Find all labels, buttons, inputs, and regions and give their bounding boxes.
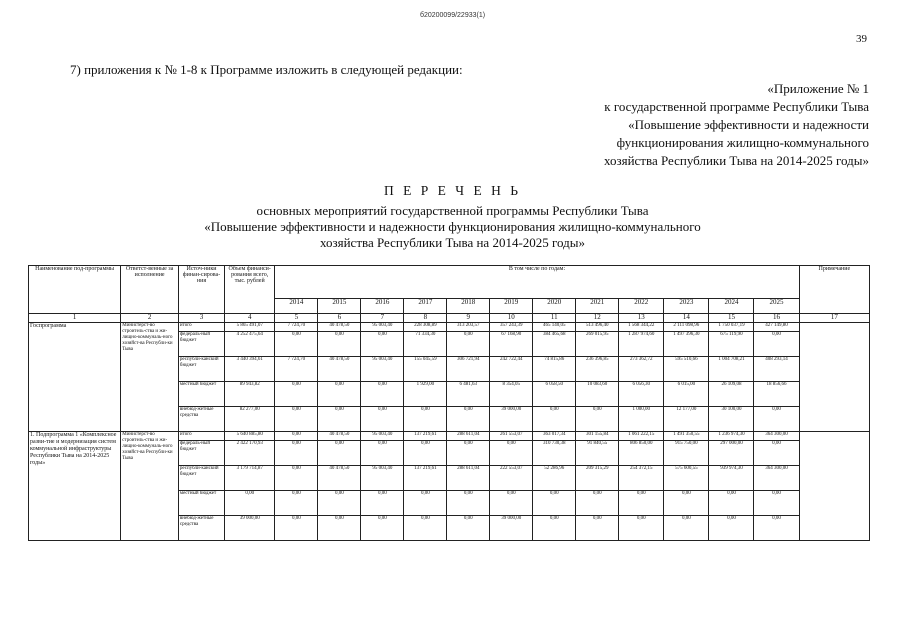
year-amount: 513 496,40 (576, 323, 619, 332)
year-amount: 40 478,50 (318, 466, 361, 491)
year-amount: 0,00 (318, 441, 361, 466)
year-amount: 2 111 098,96 (664, 323, 709, 332)
appendix-line: к государственной программе Республики Тыва (604, 99, 869, 114)
header-total: Объем финанси-рования всего, тыс. рублей (225, 266, 275, 314)
year-amount: 806 850,00 (619, 441, 664, 466)
header-year: 2019 (490, 299, 533, 314)
year-amount: 0,00 (275, 441, 318, 466)
year-amount: 0,00 (275, 466, 318, 491)
appendix-line: функционирования жилищно-коммунального (616, 135, 869, 150)
year-amount: 0,00 (361, 516, 404, 541)
year-amount: 0,00 (404, 441, 447, 466)
activities-table (28, 265, 870, 541)
header-year: 2025 (754, 299, 799, 314)
appendix-heading (529, 80, 869, 170)
year-amount: 427 149,80 (754, 323, 799, 332)
note-cell (799, 432, 869, 541)
funding-source: итого (178, 323, 224, 332)
header-responsible: Ответст-венные за исполнение (121, 266, 179, 314)
year-amount: 95 003,40 (361, 432, 404, 441)
year-amount: 1 929,00 (404, 382, 447, 407)
total-amount: 2 422 170,93 (225, 441, 275, 466)
appendix-line: «Приложение № 1 (767, 81, 869, 96)
year-amount: 40 478,50 (318, 323, 361, 332)
year-amount: 0,00 (754, 441, 799, 466)
total-amount: 3 179 714,87 (225, 466, 275, 491)
year-amount: 0,00 (754, 407, 799, 432)
column-number: 14 (664, 314, 709, 323)
year-amount: 1 568 344,22 (619, 323, 664, 332)
year-amount: 7 724,70 (275, 323, 318, 332)
header-year: 2020 (533, 299, 576, 314)
year-amount: 0,00 (576, 516, 619, 541)
column-number: 2 (121, 314, 179, 323)
year-amount: 0,00 (361, 332, 404, 357)
year-amount: 0,00 (709, 491, 754, 516)
year-amount: 939 974,30 (709, 466, 754, 491)
column-number: 11 (533, 314, 576, 323)
header-year: 2016 (361, 299, 404, 314)
year-amount: 1 000,00 (619, 407, 664, 432)
year-amount: 0,00 (275, 382, 318, 407)
header-year: 2021 (576, 299, 619, 314)
year-amount: 1 004 708,21 (709, 357, 754, 382)
funding-source: республи-канский бюджет (178, 357, 224, 382)
year-amount: 95 003,40 (361, 466, 404, 491)
year-amount: 40 478,50 (318, 357, 361, 382)
year-amount: 222 553,07 (490, 466, 533, 491)
year-amount: 18 856,66 (754, 382, 799, 407)
year-amount: 301 155,84 (576, 432, 619, 441)
year-amount: 74 815,86 (533, 357, 576, 382)
table-header-row (29, 266, 870, 299)
year-amount: 0,00 (447, 491, 490, 516)
year-amount: 137 219,61 (404, 432, 447, 441)
year-amount: 0,00 (664, 516, 709, 541)
year-amount: 30 100,00 (709, 407, 754, 432)
year-amount: 0,00 (318, 516, 361, 541)
funding-source: внебюд-жетные средства (178, 407, 224, 432)
column-number: 1 (29, 314, 121, 323)
funding-source: местный бюджет (178, 491, 224, 516)
header-year: 2014 (275, 299, 318, 314)
year-amount: 0,00 (576, 491, 619, 516)
column-number: 10 (490, 314, 533, 323)
year-amount: 1 491 350,55 (664, 432, 709, 441)
year-amount: 1 236 974,30 (709, 432, 754, 441)
year-amount: 273 362,72 (619, 357, 664, 382)
year-amount: 0,00 (361, 441, 404, 466)
intro-text: 7) приложения к № 1-8 к Программе изложить в следующей редакции: (70, 62, 463, 77)
column-number: 5 (275, 314, 318, 323)
year-amount: 1 061 222,15 (619, 432, 664, 441)
year-amount: 0,00 (361, 491, 404, 516)
year-amount: 288 611,04 (447, 466, 490, 491)
year-amount: 10 083,60 (576, 382, 619, 407)
subtitle-line: основных мероприятий государственной программы Республики Тыва (256, 203, 649, 218)
year-amount: 1 497 396,30 (664, 332, 709, 357)
year-amount: 675 119,90 (709, 332, 754, 357)
page-number: 39 (856, 33, 867, 45)
year-amount: 915 750,00 (664, 441, 709, 466)
funding-source: местный бюджет (178, 382, 224, 407)
year-amount: 0,00 (447, 441, 490, 466)
column-number: 8 (404, 314, 447, 323)
table-row (29, 323, 870, 332)
year-amount: 0,00 (447, 516, 490, 541)
year-amount: 0,00 (619, 491, 664, 516)
table-row (29, 432, 870, 441)
subtitle-line: «Повышение эффективности и надежности функционирования жилищно-коммунального (204, 219, 701, 234)
header-source: Источ-ники финан-сирова-ния (178, 266, 224, 314)
year-amount: 67 168,90 (490, 332, 533, 357)
column-number: 15 (709, 314, 754, 323)
header-year: 2023 (664, 299, 709, 314)
header-name: Наименование под-программы (29, 266, 121, 314)
header-year: 2015 (318, 299, 361, 314)
year-amount: 242 722,44 (490, 357, 533, 382)
total-amount: 89 943,82 (225, 382, 275, 407)
year-amount: 0,00 (361, 382, 404, 407)
year-amount: 0,00 (533, 491, 576, 516)
year-amount: 209 315,29 (576, 466, 619, 491)
year-amount: 39 000,00 (490, 516, 533, 541)
year-amount: 575 600,55 (664, 466, 709, 491)
year-amount: 6 056,30 (619, 382, 664, 407)
column-number: 9 (447, 314, 490, 323)
total-amount: 0,00 (225, 491, 275, 516)
document-title: П Е Р Е Ч Е Н Ь (384, 183, 521, 198)
year-amount: 228 308,89 (404, 323, 447, 332)
note-cell (799, 323, 869, 432)
year-amount: 0,00 (318, 382, 361, 407)
header-year: 2024 (709, 299, 754, 314)
year-amount: 71 334,30 (404, 332, 447, 357)
funding-source: внебюд-жетные средства (178, 516, 224, 541)
year-amount: 310 730,38 (533, 441, 576, 466)
appendix-line: «Повышение эффективности и надежности (628, 117, 869, 132)
year-amount: 0,00 (576, 407, 619, 432)
subtitle-line: хозяйства Республики Тыва на 2014-2025 годы» (319, 235, 586, 250)
year-amount: 0,00 (619, 516, 664, 541)
year-amount: 52 286,96 (533, 466, 576, 491)
year-amount: 0,00 (404, 407, 447, 432)
year-amount: 0,00 (404, 516, 447, 541)
year-amount: 408 293,14 (754, 357, 799, 382)
total-amount: 4 252 475,64 (225, 332, 275, 357)
year-amount: 1 750 037,19 (709, 323, 754, 332)
year-amount: 95 003,40 (361, 323, 404, 332)
year-amount: 0,00 (447, 332, 490, 357)
table-column-numbers-row (29, 314, 870, 323)
header-year: 2018 (447, 299, 490, 314)
column-number: 4 (225, 314, 275, 323)
year-amount: 91 840,55 (576, 441, 619, 466)
year-amount: 39 000,00 (490, 407, 533, 432)
year-amount: 6 015,00 (664, 382, 709, 407)
responsible-party: Министерст-во строитель-ства и жи-лищно-коммуналь-ного хозяйст-ва Республи-ки Тыва (121, 432, 179, 541)
total-amount: 3 440 394,61 (225, 357, 275, 382)
year-amount: 0,00 (318, 491, 361, 516)
year-amount: 254 372,15 (619, 466, 664, 491)
year-amount: 95 003,40 (361, 357, 404, 382)
year-amount: 0,00 (754, 332, 799, 357)
funding-source: республи-канский бюджет (178, 466, 224, 491)
year-amount: 269 015,95 (576, 332, 619, 357)
year-amount: 0,00 (447, 407, 490, 432)
year-amount: 0,00 (490, 441, 533, 466)
total-amount: 5 865 491,07 (225, 323, 275, 332)
funding-source: федераль-ный бюджет (178, 441, 224, 466)
year-amount: 261 553,07 (490, 432, 533, 441)
year-amount: 7 724,70 (275, 357, 318, 382)
funding-source: федераль-ный бюджет (178, 332, 224, 357)
year-amount: 137 219,61 (404, 466, 447, 491)
column-number: 16 (754, 314, 799, 323)
year-amount: 0,00 (275, 491, 318, 516)
year-amount: 0,00 (754, 516, 799, 541)
year-amount: 288 611,04 (447, 432, 490, 441)
year-amount: 40 478,50 (318, 432, 361, 441)
year-amount: 306 721,94 (447, 357, 490, 382)
year-amount: 0,00 (275, 432, 318, 441)
year-amount: 0,00 (361, 407, 404, 432)
year-amount: 12 177,00 (664, 407, 709, 432)
year-amount: 0,00 (318, 407, 361, 432)
year-amount: 0,00 (318, 332, 361, 357)
year-amount: 0,00 (533, 516, 576, 541)
funding-source: итого (178, 432, 224, 441)
column-number: 13 (619, 314, 664, 323)
appendix-line: хозяйства Республики Тыва на 2014-2025 годы» (603, 153, 869, 168)
column-number: 12 (576, 314, 619, 323)
year-amount: 6 058,50 (533, 382, 576, 407)
year-amount: 357 243,39 (490, 323, 533, 332)
column-number: 3 (178, 314, 224, 323)
header-note: Примечание (799, 266, 869, 314)
year-amount: 297 000,00 (709, 441, 754, 466)
year-amount: 0,00 (404, 491, 447, 516)
total-amount: 82 277,00 (225, 407, 275, 432)
document-subtitle (0, 203, 905, 251)
year-amount: 8 354,05 (490, 382, 533, 407)
year-amount: 363 017,34 (533, 432, 576, 441)
year-amount: 236 396,85 (576, 357, 619, 382)
year-amount: 0,00 (275, 332, 318, 357)
year-amount: 0,00 (709, 516, 754, 541)
year-amount: 364 300,00 (754, 432, 799, 441)
total-amount: 5 640 885,80 (225, 432, 275, 441)
document-id: б20200099/22933(1) (419, 12, 486, 19)
year-amount: 313 203,57 (447, 323, 490, 332)
year-amount: 0,00 (275, 516, 318, 541)
year-amount: 364 300,00 (754, 466, 799, 491)
year-amount: 0,00 (664, 491, 709, 516)
year-amount: 0,00 (490, 491, 533, 516)
year-amount: 465 140,05 (533, 323, 576, 332)
program-name: Госпрограмма (29, 323, 121, 432)
year-amount: 0,00 (275, 407, 318, 432)
column-number: 6 (318, 314, 361, 323)
year-amount: 0,00 (754, 491, 799, 516)
year-amount: 6 481,63 (447, 382, 490, 407)
total-amount: 39 000,00 (225, 516, 275, 541)
header-year: 2017 (404, 299, 447, 314)
year-amount: 595 510,66 (664, 357, 709, 382)
year-amount: 1 287 974,60 (619, 332, 664, 357)
column-number: 7 (361, 314, 404, 323)
year-amount: 155 045,59 (404, 357, 447, 382)
year-amount: 0,00 (533, 407, 576, 432)
responsible-party: Министерст-во строитель-ства и жи-лищно-коммуналь-ного хозяйст-ва Республи-ки Тыва (121, 323, 179, 432)
program-name: 1. Подпрограмма 1 «Комплексное разви-тие и модернизация систем коммунальной инфраструктуры Республики Тыва на 2014-2025 годы» (29, 432, 121, 541)
year-amount: 384 465,68 (533, 332, 576, 357)
header-by-years: В том числе по годам: (275, 266, 799, 299)
year-amount: 26 109,08 (709, 382, 754, 407)
header-year: 2022 (619, 299, 664, 314)
column-number: 17 (799, 314, 869, 323)
